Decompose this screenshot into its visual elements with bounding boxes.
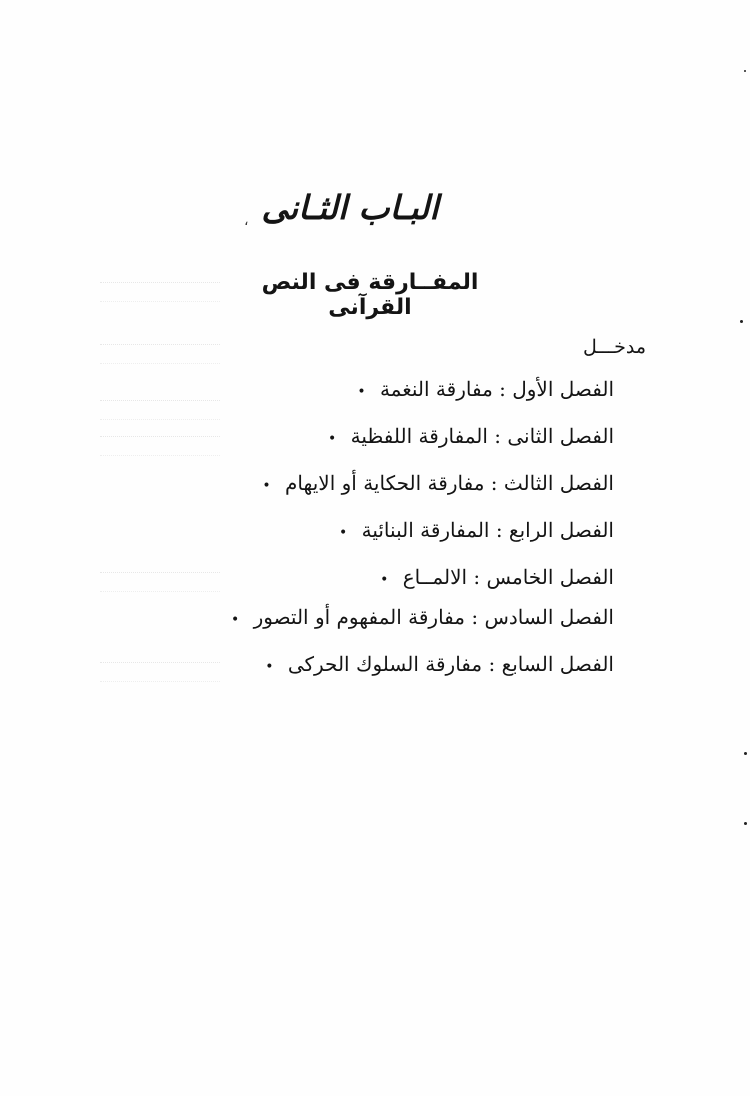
chapter-item: [231, 419, 614, 466]
bleed-through-mark: [100, 282, 220, 302]
bullet-dot: •: [380, 572, 389, 588]
bullet-dot: •: [230, 612, 240, 628]
chapter-label: الفصل السابع : مفارقة السلوك الحركى: [287, 652, 614, 676]
chapter-label: الفصل الرابع : المفارقة البنائية: [361, 518, 614, 542]
bullet-dot: •: [265, 659, 274, 675]
bleed-through-mark: [100, 662, 220, 682]
ornament-mark: ،: [244, 213, 249, 229]
chapter-list: [231, 372, 614, 694]
bleed-through-mark: [100, 572, 220, 592]
bullet-dot: •: [262, 478, 271, 494]
chapter-item: [231, 513, 614, 560]
chapter-label: الفصل الأول : مفارقة النغمة: [379, 377, 614, 401]
section-title: المفــارقة فى النص القرآنى: [261, 270, 479, 320]
scan-speck: [744, 70, 746, 72]
bullet-dot: •: [338, 525, 348, 541]
chapter-label: الفصل السادس : مفارقة المفهوم أو التصور: [253, 605, 614, 629]
bullet-dot: •: [328, 431, 337, 447]
bleed-through-mark: [100, 436, 220, 456]
chapter-item: [231, 372, 614, 419]
bleed-through-mark: [100, 400, 220, 420]
bleed-through-mark: [100, 344, 220, 364]
chapter-item: [231, 647, 614, 694]
scan-speck: [744, 822, 747, 825]
chapter-item: [231, 560, 614, 600]
chapter-label: الفصل الثانى : المفارقة اللفظية: [350, 424, 614, 448]
chapter-item: [231, 466, 614, 513]
bullet-dot: •: [357, 384, 366, 400]
scan-speck: [744, 752, 747, 755]
chapter-label: الفصل الخامس : الالمــاع: [402, 565, 614, 589]
chapter-item: [231, 600, 614, 647]
scan-speck: [740, 320, 743, 323]
part-title: البـاب الثـانى: [261, 188, 439, 227]
intro-heading: مدخـــل: [583, 336, 646, 358]
chapter-label: الفصل الثالث : مفارقة الحكاية أو الايهام: [285, 471, 614, 495]
